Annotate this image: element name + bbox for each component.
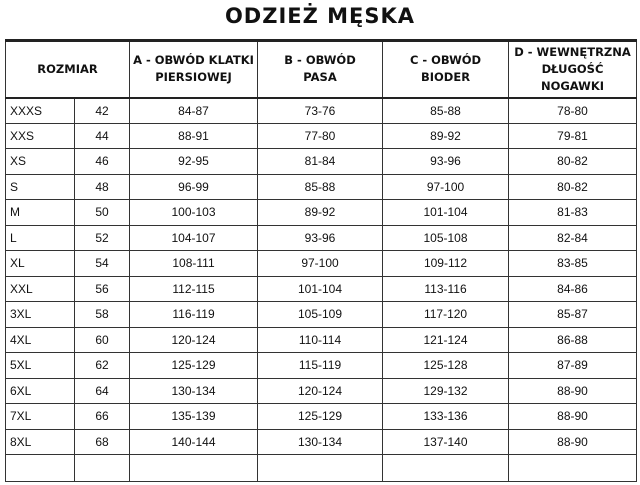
header-waist-line2: PASA (303, 70, 337, 85)
table-row (6, 174, 637, 200)
table-row (6, 200, 637, 226)
size-name-cell: 3XL (6, 302, 75, 328)
inseam-cell: 81-83 (509, 200, 637, 226)
size-name-cell: S (6, 174, 75, 200)
size-name-cell: XXL (6, 276, 75, 302)
inseam-cell: 88-90 (509, 404, 637, 430)
chest-cell: 88-91 (130, 123, 258, 149)
waist-cell: 81-84 (258, 149, 383, 175)
chest-cell: 120-124 (130, 327, 258, 353)
chest-cell: 116-119 (130, 302, 258, 328)
size-number-cell: 52 (75, 225, 130, 251)
waist-cell: 85-88 (258, 174, 383, 200)
table-row-empty (6, 455, 637, 482)
table-row (6, 378, 637, 404)
hips-cell: 105-108 (383, 225, 509, 251)
table-row (6, 98, 637, 124)
size-name-cell: XL (6, 251, 75, 277)
waist-cell: 105-109 (258, 302, 383, 328)
header-chest-line2: PIERSIOWEJ (155, 70, 232, 85)
page-title: ODZIEŻ MĘSKA (224, 4, 416, 28)
chest-cell: 125-129 (130, 353, 258, 379)
header-size (6, 41, 130, 98)
table-row (6, 225, 637, 251)
hips-cell: 121-124 (383, 327, 509, 353)
hips-cell: 101-104 (383, 200, 509, 226)
inseam-cell: 84-86 (509, 276, 637, 302)
size-number-cell: 62 (75, 353, 130, 379)
size-name-cell: 8XL (6, 429, 75, 455)
table-row (6, 149, 637, 175)
inseam-cell: 83-85 (509, 251, 637, 277)
size-name-cell: XXXS (6, 98, 75, 124)
waist-cell: 101-104 (258, 276, 383, 302)
chest-cell: 92-95 (130, 149, 258, 175)
size-number-cell: 66 (75, 404, 130, 430)
waist-cell: 73-76 (258, 98, 383, 124)
chest-cell: 84-87 (130, 98, 258, 124)
size-number-cell: 54 (75, 251, 130, 277)
inseam-cell: 82-84 (509, 225, 637, 251)
table-row (6, 123, 637, 149)
chest-cell: 104-107 (130, 225, 258, 251)
inseam-cell: 85-87 (509, 302, 637, 328)
waist-cell: 125-129 (258, 404, 383, 430)
header-chest (130, 41, 258, 98)
chest-cell: 140-144 (130, 429, 258, 455)
size-number-cell: 44 (75, 123, 130, 149)
inseam-cell: 87-89 (509, 353, 637, 379)
size-number-cell: 42 (75, 98, 130, 124)
hips-cell: 97-100 (383, 174, 509, 200)
table-row (6, 429, 637, 455)
hips-cell: 109-112 (383, 251, 509, 277)
size-name-cell: M (6, 200, 75, 226)
hips-cell: 85-88 (383, 98, 509, 124)
chest-cell: 100-103 (130, 200, 258, 226)
size-name-cell: 4XL (6, 327, 75, 353)
waist-cell: 115-119 (258, 353, 383, 379)
empty-cell (75, 455, 130, 482)
inseam-cell: 79-81 (509, 123, 637, 149)
size-number-cell: 48 (75, 174, 130, 200)
hips-cell: 129-132 (383, 378, 509, 404)
inseam-cell: 78-80 (509, 98, 637, 124)
chest-cell: 96-99 (130, 174, 258, 200)
size-number-cell: 50 (75, 200, 130, 226)
header-hips (383, 41, 509, 98)
size-name-cell: 5XL (6, 353, 75, 379)
empty-cell (509, 455, 637, 482)
table-row (6, 327, 637, 353)
header-size-label: ROZMIAR (37, 61, 98, 76)
header-inseam (509, 41, 637, 98)
size-number-cell: 68 (75, 429, 130, 455)
chest-cell: 108-111 (130, 251, 258, 277)
waist-cell: 130-134 (258, 429, 383, 455)
table-row (6, 251, 637, 277)
hips-cell: 89-92 (383, 123, 509, 149)
header-hips-line1: C - OBWÓD (409, 53, 482, 68)
empty-cell (6, 455, 75, 482)
header-hips-line2: BIODER (420, 70, 471, 85)
hips-cell: 113-116 (383, 276, 509, 302)
inseam-cell: 88-90 (509, 378, 637, 404)
table-row (6, 353, 637, 379)
empty-cell (258, 455, 383, 482)
table-header-row (6, 41, 637, 98)
waist-cell: 93-96 (258, 225, 383, 251)
empty-cell (130, 455, 258, 482)
inseam-cell: 88-90 (509, 429, 637, 455)
size-name-cell: XXS (6, 123, 75, 149)
header-waist-line1: B - OBWÓD (284, 53, 356, 68)
inseam-cell: 86-88 (509, 327, 637, 353)
chest-cell: 135-139 (130, 404, 258, 430)
empty-cell (383, 455, 509, 482)
size-number-cell: 56 (75, 276, 130, 302)
header-chest-line1: A - OBWÓD KLATKI (133, 53, 254, 68)
header-inseam-line2: DŁUGOŚĆ NOGAWKI (540, 61, 605, 93)
inseam-cell: 80-82 (509, 149, 637, 175)
table-row (6, 276, 637, 302)
hips-cell: 117-120 (383, 302, 509, 328)
size-number-cell: 46 (75, 149, 130, 175)
waist-cell: 120-124 (258, 378, 383, 404)
waist-cell: 77-80 (258, 123, 383, 149)
header-inseam-line1: D - WEWNĘTRZNA (514, 44, 631, 59)
table-row (6, 302, 637, 328)
size-name-cell: 6XL (6, 378, 75, 404)
hips-cell: 133-136 (383, 404, 509, 430)
waist-cell: 110-114 (258, 327, 383, 353)
header-waist (258, 41, 383, 98)
size-name-cell: XS (6, 149, 75, 175)
chest-cell: 130-134 (130, 378, 258, 404)
size-number-cell: 64 (75, 378, 130, 404)
size-number-cell: 58 (75, 302, 130, 328)
hips-cell: 93-96 (383, 149, 509, 175)
size-number-cell: 60 (75, 327, 130, 353)
table-row (6, 404, 637, 430)
size-name-cell: 7XL (6, 404, 75, 430)
chest-cell: 112-115 (130, 276, 258, 302)
waist-cell: 89-92 (258, 200, 383, 226)
waist-cell: 97-100 (258, 251, 383, 277)
hips-cell: 137-140 (383, 429, 509, 455)
hips-cell: 125-128 (383, 353, 509, 379)
size-table (5, 39, 637, 482)
inseam-cell: 80-82 (509, 174, 637, 200)
size-name-cell: L (6, 225, 75, 251)
